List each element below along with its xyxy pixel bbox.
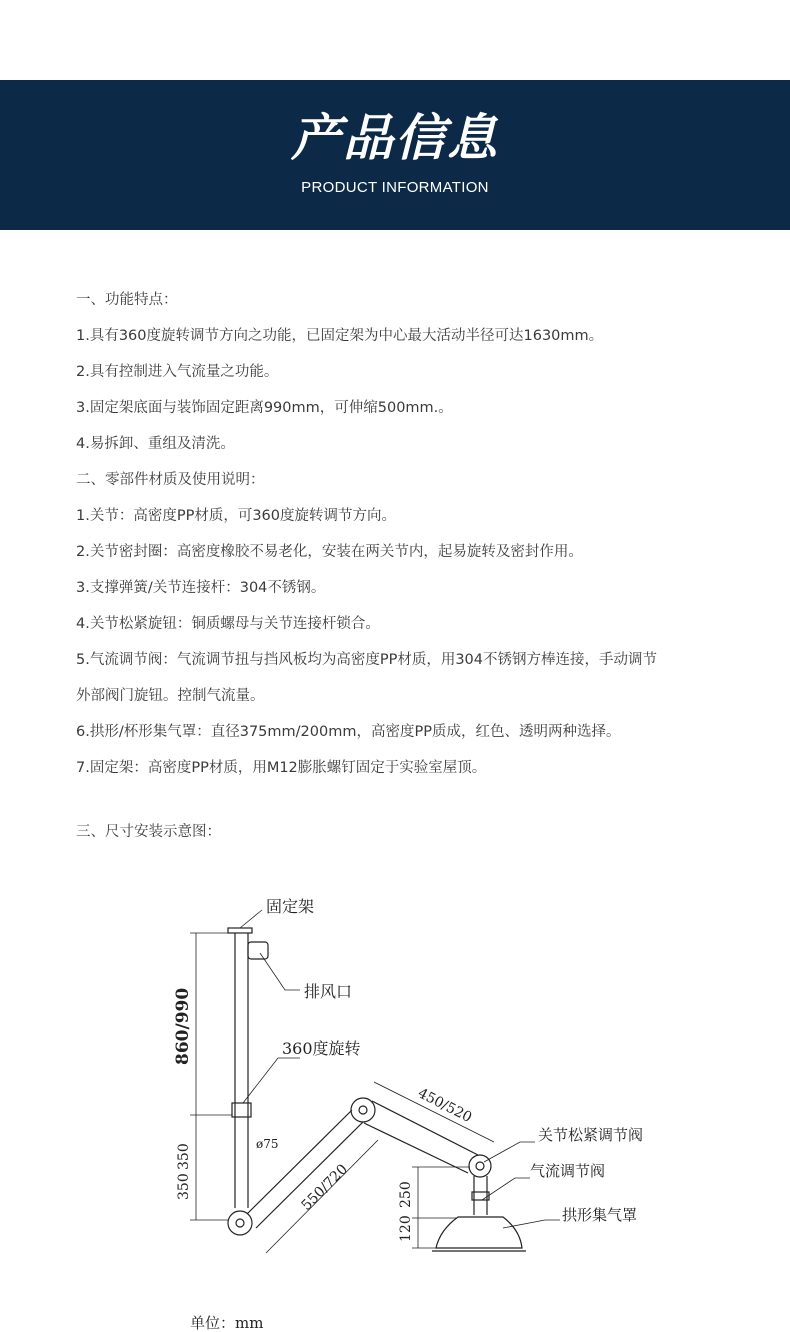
label-exhaust-port: 排风口 — [304, 982, 353, 1001]
part-line: 外部阀门旋钮。控制气流量。 — [76, 688, 265, 704]
dim-hood-120: 120 — [398, 1215, 414, 1242]
dim-lower-350a: 350 — [176, 1143, 192, 1170]
label-fixed-frame: 固定架 — [266, 897, 315, 916]
arch-hood — [436, 1217, 522, 1248]
installation-diagram — [0, 870, 790, 1332]
label-rotation: 360度旋转 — [282, 1039, 361, 1058]
feature-line: 4.易拆卸、重组及清洗。 — [76, 436, 235, 452]
part-line: 2.关节密封圈：高密度橡胶不易老化，安装在两关节内，起易旋转及密封作用。 — [76, 544, 583, 560]
dim-lower-350b: 350 — [176, 1173, 192, 1200]
end-joint — [469, 1155, 491, 1177]
section-heading-diagram: 三、尺寸安装示意图： — [76, 824, 221, 840]
page-title: 产品信息 — [291, 109, 499, 167]
section-heading-parts: 二、零部件材质及使用说明： — [76, 472, 265, 488]
dim-diameter: ø75 — [256, 1137, 279, 1151]
dim-hood-250: 250 — [398, 1181, 414, 1208]
feature-line: 1.具有360度旋转调节方向之功能，已固定架为中心最大活动半径可达1630mm。 — [76, 328, 604, 344]
dim-main-height: 860/990 — [173, 987, 193, 1065]
dim-arm1: 550/720 — [298, 1161, 351, 1214]
label-unit: 单位：mm — [190, 1314, 264, 1332]
part-line: 4.关节松紧旋钮：铜质螺母与关节连接杆锁合。 — [76, 616, 380, 632]
page-subtitle: PRODUCT INFORMATION — [301, 179, 489, 196]
section-heading-features: 一、功能特点： — [76, 292, 178, 308]
dim-arm2: 450/520 — [415, 1085, 475, 1126]
part-line: 3.支撑弹簧/关节连接杆：304不锈钢。 — [76, 580, 326, 596]
part-line: 5.气流调节阀：气流调节扭与挡风板均为高密度PP材质，用304不锈钢方棒连接，手动调节 — [76, 652, 657, 668]
feature-line: 3.固定架底面与装饰固定距离990mm，可伸缩500mm.。 — [76, 400, 453, 416]
label-airflow-valve: 气流调节阀 — [530, 1162, 606, 1180]
spec-text — [76, 282, 736, 786]
part-line: 1.关节：高密度PP材质，可360度旋转调节方向。 — [76, 508, 396, 524]
label-arch-hood: 拱形集气罩 — [562, 1206, 638, 1224]
part-line: 6.拱形/杯形集气罩：直径375mm/200mm，高密度PP质成，红色、透明两种选择。 — [76, 724, 621, 740]
exhaust-port-stub — [248, 942, 268, 959]
part-line: 7.固定架：高密度PP材质，用M12膨胀螺钉固定于实验室屋顶。 — [76, 760, 487, 776]
label-joint-knob: 关节松紧调节阀 — [538, 1126, 644, 1144]
middle-joint — [351, 1098, 375, 1122]
feature-line: 2.具有控制进入气流量之功能。 — [76, 364, 279, 380]
bottom-joint — [228, 1211, 252, 1235]
ceiling-plate — [228, 928, 252, 933]
